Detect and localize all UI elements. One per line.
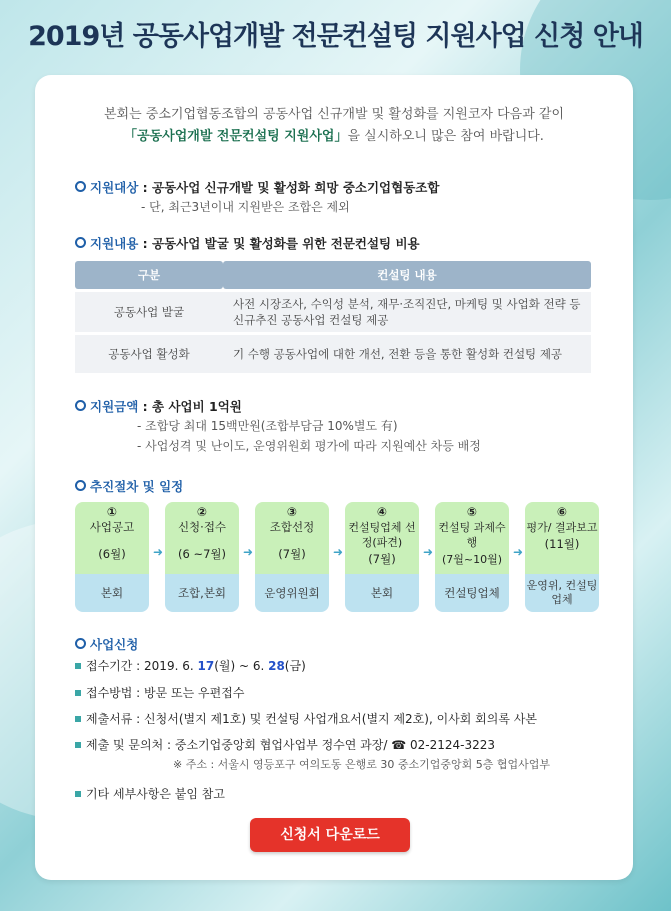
intro-line1: 본회는 중소기업협동조합의 공동사업 신규개발 및 활성화를 지원코자 다음과 같이 (103, 107, 565, 122)
process-step (255, 502, 329, 612)
period-text: (금) (284, 659, 306, 673)
step-name: 컨설팅 과제수행 (438, 521, 506, 549)
step-number: ⑥ (556, 505, 568, 519)
process-step (345, 502, 419, 612)
method-text: 접수방법 : 방문 또는 우편접수 (86, 686, 245, 700)
step-name: 신청·접수 (177, 520, 227, 534)
step-name: 조합선정 (269, 520, 315, 534)
table-cell: 사전 시장조사, 수익성 분석, 재무·조직진단, 마케팅 및 사업화 전략 등 신규추진 공동사업 컨설팅 제공 (223, 292, 591, 332)
square-bullet-icon (75, 791, 81, 797)
docs-text: 제출서류 : 신청서(별지 제1호) 및 컨설팅 사업개요서(별지 제2호), 이사회 회의록 사본 (86, 712, 537, 726)
section-label: 지원대상 (90, 180, 139, 195)
step-period: (7월) (278, 547, 306, 561)
arrow-right-icon: ➜ (333, 545, 344, 559)
circle-bullet-icon (75, 480, 86, 491)
square-bullet-icon (75, 663, 81, 669)
circle-bullet-icon (75, 400, 86, 411)
square-bullet-icon (75, 716, 81, 722)
step-period: (7월) (368, 552, 396, 566)
section-content (75, 234, 420, 252)
process-step (165, 502, 239, 612)
square-bullet-icon (75, 690, 81, 696)
section-target (75, 178, 439, 196)
section-label: 지원금액 (90, 399, 139, 414)
step-owner: 컨설팅업체 (435, 574, 509, 612)
program-name: 「공동사업개발 전문컨설팅 지원사업」 (124, 129, 348, 144)
step-name: 사업공고 (89, 520, 135, 534)
step-number: ④ (376, 505, 388, 519)
square-bullet-icon (75, 742, 81, 748)
table-cell: 기 수행 공동사업에 대한 개선, 전환 등을 통한 활성화 컨설팅 제공 (223, 335, 591, 373)
arrow-right-icon: ➜ (423, 545, 434, 559)
step-number: ② (196, 505, 208, 519)
table-header: 컨설팅 내용 (223, 261, 591, 289)
step-period: (6월) (98, 547, 126, 561)
page-title: 2019년 공동사업개발 전문컨설팅 지원사업 신청 안내 (28, 21, 643, 52)
notice-card (35, 75, 633, 880)
apply-contact (75, 736, 495, 753)
step-owner: 운영위원회 (255, 574, 329, 612)
section-text: : 총 사업비 1억원 (138, 399, 242, 414)
table-row (75, 292, 591, 332)
period-start-day: 17 (197, 659, 215, 673)
consulting-table (75, 258, 591, 376)
arrow-right-icon: ➜ (243, 545, 254, 559)
step-period: (7월~10월) (441, 553, 503, 566)
step-owner: 본회 (345, 574, 419, 612)
table-row (75, 335, 591, 373)
process-steps (75, 502, 598, 612)
step-period: (11월) (544, 537, 580, 551)
step-number: ① (106, 505, 118, 519)
intro-line2-rest: 을 실시하오니 많은 참여 바랍니다. (347, 129, 544, 144)
step-owner: 조합,본회 (165, 574, 239, 612)
section-label: 사업신청 (90, 637, 139, 652)
section-amount (75, 397, 242, 415)
step-owner: 본회 (75, 574, 149, 612)
step-period: (6 ~7월) (177, 547, 226, 561)
arrow-right-icon: ➜ (153, 545, 164, 559)
arrow-right-icon: ➜ (513, 545, 524, 559)
address-note: ※ 주소 : 서울시 영등포구 여의도동 은행로 30 중소기업중앙회 5층 협업사업부 (173, 758, 551, 771)
period-text: 접수기간 : 2019. 6. (86, 659, 198, 673)
step-number: ⑤ (466, 505, 478, 519)
period-end-day: 28 (268, 659, 285, 673)
process-step (435, 502, 509, 612)
process-step (75, 502, 149, 612)
table-header: 구분 (75, 261, 223, 289)
section-apply (75, 635, 138, 653)
apply-etc (75, 785, 225, 802)
circle-bullet-icon (75, 237, 86, 248)
circle-bullet-icon (75, 181, 86, 192)
section-label: 추진절차 및 일정 (90, 479, 184, 494)
intro-line2 (35, 126, 633, 148)
amount-note: - 조합당 최대 15백만원(조합부담금 10%별도 有) (137, 419, 398, 433)
table-cell: 공동사업 발굴 (75, 292, 223, 332)
target-note: - 단, 최근3년이내 지원받은 조합은 제외 (141, 200, 350, 214)
process-step (525, 502, 599, 612)
section-text: : 공동사업 신규개발 및 활성화 희망 중소기업협동조합 (138, 180, 440, 195)
section-process (75, 477, 183, 495)
apply-period (75, 657, 306, 674)
table-cell: 공동사업 활성화 (75, 335, 223, 373)
contact-text: 제출 및 문의처 : 중소기업중앙회 협업사업부 정수연 과장/ ☎ 02-2124-3223 (86, 738, 495, 752)
apply-method (75, 684, 244, 701)
step-name: 컨설팅업체 선정(파견) (348, 521, 416, 549)
amount-note: - 사업성격 및 난이도, 운영위원회 평가에 따라 지원예산 차등 배정 (137, 439, 481, 453)
step-owner: 운영위, 컨설팅업체 (525, 574, 599, 612)
step-number: ③ (286, 505, 298, 519)
circle-bullet-icon (75, 638, 86, 649)
section-label: 지원내용 (90, 236, 139, 251)
apply-docs (75, 710, 537, 727)
download-application-button[interactable]: 신청서 다운로드 (250, 818, 410, 852)
intro (35, 104, 633, 148)
section-text: : 공동사업 발굴 및 활성화를 위한 전문컨설팅 비용 (138, 236, 420, 251)
etc-text: 기타 세부사항은 붙임 참고 (86, 787, 225, 801)
period-text: (월) ~ 6. (214, 659, 269, 673)
step-name: 평가/ 결과보고 (526, 521, 598, 534)
